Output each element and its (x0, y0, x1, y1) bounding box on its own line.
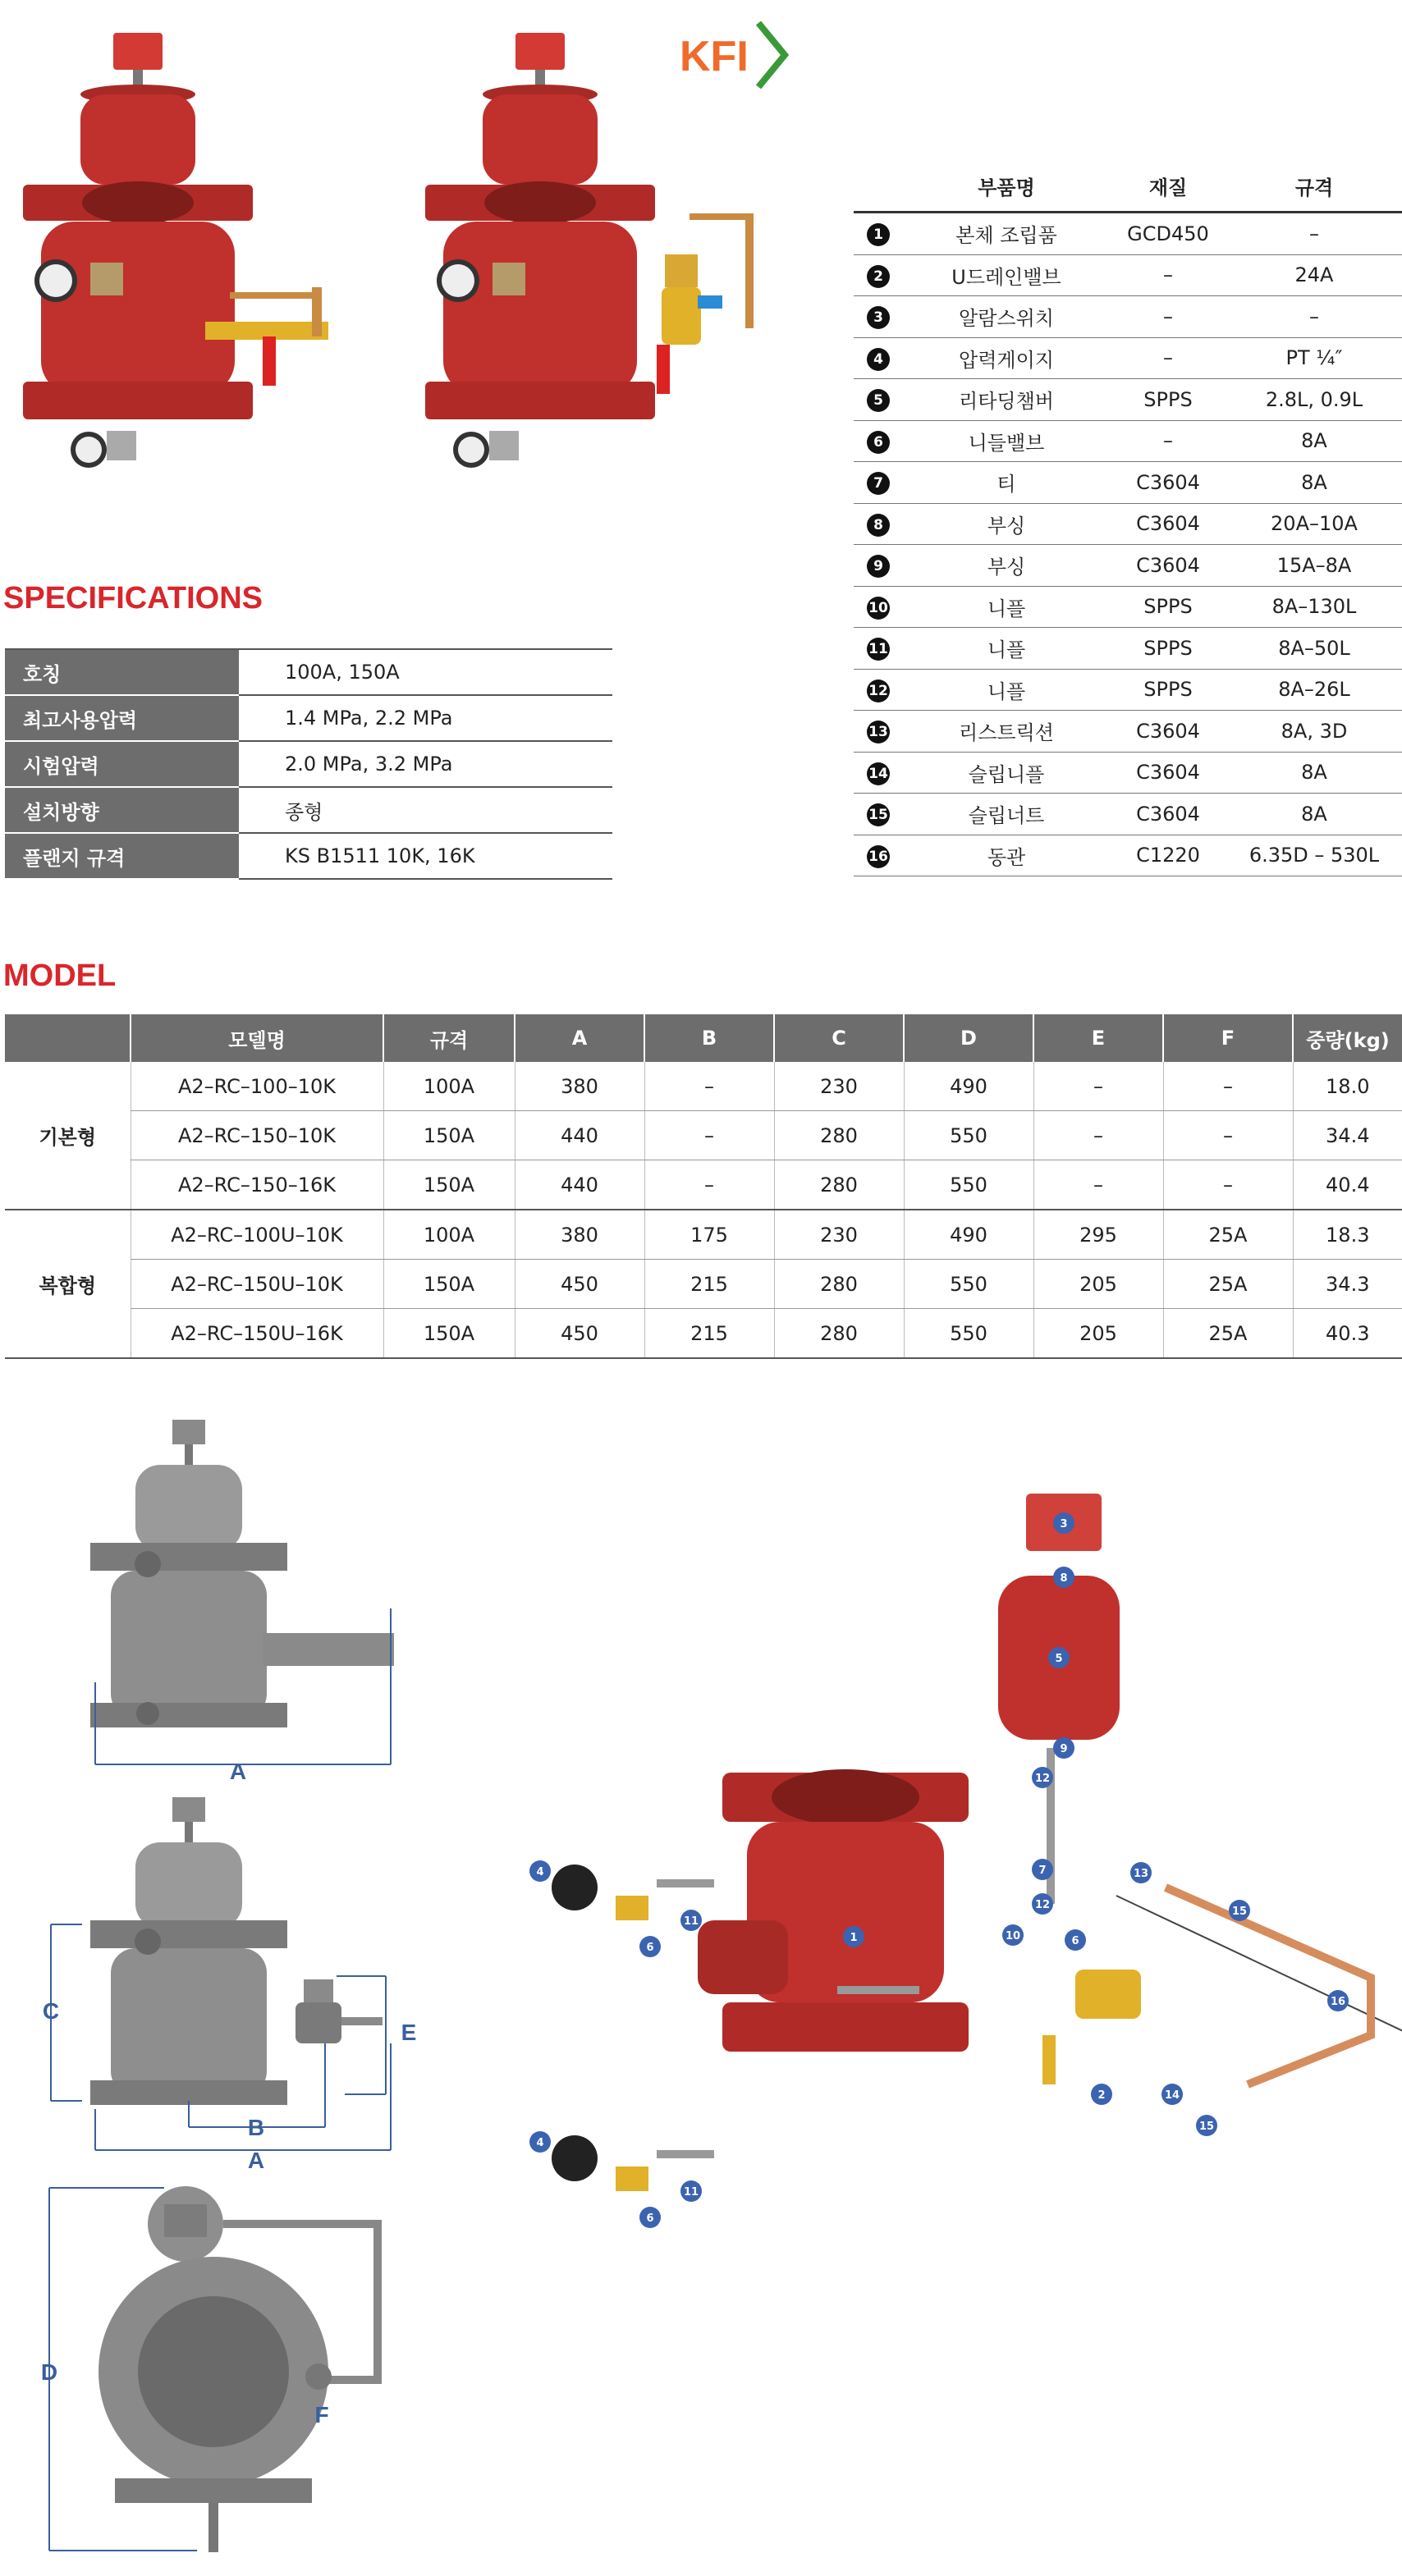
spec-row (5, 649, 612, 695)
parts-table (854, 160, 1402, 876)
dim-label-a-1: A (229, 1759, 247, 1781)
part-name: 티 (997, 473, 1016, 496)
part-spec: 8A (1301, 802, 1327, 826)
model-header: 모델명 (131, 1014, 383, 1062)
part-spec: 8A (1301, 470, 1327, 494)
part-material: GCD450 (1127, 222, 1209, 245)
model-cell: – (644, 1111, 774, 1160)
spec-label: 설치방향 (5, 787, 239, 833)
part-material-cell (1110, 545, 1226, 587)
model-row (5, 1260, 1402, 1309)
dimension-drawing-combined (33, 1789, 460, 2178)
part-material-cell (1110, 752, 1226, 794)
part-name-cell (903, 379, 1110, 421)
part-number: 1 (867, 223, 890, 246)
model-cell: 175 (644, 1210, 774, 1260)
part-name: 동관 (987, 845, 1026, 869)
part-name: 본체 조립품 (955, 224, 1057, 248)
part-spec-cell (1226, 503, 1402, 545)
spec-row (5, 695, 612, 741)
kfi-logo (676, 18, 791, 92)
part-material-cell (1110, 254, 1226, 296)
model-cell: A2–RC–100–10K (131, 1062, 383, 1111)
model-cell: 230 (774, 1210, 904, 1260)
dim-label-d: D (40, 2359, 58, 2385)
part-name-cell (903, 835, 1110, 876)
model-cell: – (1033, 1062, 1163, 1111)
dim-label-c: C (42, 1998, 60, 2024)
part-spec-cell (1226, 296, 1402, 338)
model-cell: – (1163, 1062, 1293, 1111)
part-number-cell (854, 835, 903, 876)
callout-badge (1032, 1767, 1053, 1788)
callout-badge (1091, 2084, 1112, 2105)
part-number-cell (854, 462, 903, 504)
part-name-cell (903, 254, 1110, 296)
model-cell: – (1163, 1160, 1293, 1210)
part-number: 5 (867, 389, 890, 412)
part-material-cell (1110, 213, 1226, 255)
parts-header-spec: 규격 (1226, 160, 1402, 213)
spec-row (5, 833, 612, 879)
dim-label-b: B (247, 2115, 265, 2140)
model-title: MODEL (3, 959, 117, 993)
callout-number: 11 (683, 1915, 699, 1928)
part-spec-cell (1226, 545, 1402, 587)
model-cell: A2–RC–100U–10K (131, 1210, 383, 1260)
part-name-cell (903, 337, 1110, 379)
part-name: 슬립니플 (968, 762, 1045, 786)
parts-row (854, 794, 1402, 835)
callout-number: 12 (1034, 1899, 1051, 1911)
model-cell: 34.4 (1293, 1111, 1402, 1160)
spec-value: 종형 (239, 787, 612, 833)
callout-badge (1002, 1924, 1024, 1946)
parts-row (854, 296, 1402, 338)
parts-row (854, 752, 1402, 794)
spec-value: KS B1511 10K, 16K (239, 833, 612, 879)
part-name-cell (903, 628, 1110, 670)
callout-number: 1 (850, 1932, 858, 1944)
part-spec: 20A–10A (1271, 512, 1358, 536)
model-header (5, 1014, 131, 1062)
part-number: 13 (867, 721, 890, 744)
part-material: SPPS (1143, 636, 1193, 660)
part-material: C1220 (1136, 844, 1200, 867)
part-spec-cell (1226, 752, 1402, 794)
part-number: 15 (867, 803, 890, 826)
callout-badge (529, 2131, 551, 2153)
part-material-cell (1110, 586, 1226, 628)
callout-badge (1196, 2115, 1217, 2136)
model-cell: 100A (383, 1210, 515, 1260)
model-cell: 25A (1163, 1210, 1293, 1260)
part-spec-cell (1226, 628, 1402, 670)
callout-badge (1053, 1737, 1074, 1759)
part-name-cell (903, 420, 1110, 462)
callout-badge (843, 1926, 864, 1947)
callout-number: 12 (1034, 1773, 1051, 1785)
parts-row (854, 254, 1402, 296)
part-number: 8 (867, 514, 890, 537)
callout-badge (1053, 1512, 1074, 1534)
part-spec: 15A–8A (1276, 553, 1352, 577)
part-material: – (1163, 304, 1173, 328)
model-cell: 150A (383, 1260, 515, 1309)
part-name-cell (903, 503, 1110, 545)
callout-badge (639, 2207, 661, 2228)
dim-label-f: F (314, 2402, 329, 2427)
parts-row (854, 545, 1402, 587)
model-cell: 280 (774, 1260, 904, 1309)
callout-number: 6 (646, 2212, 654, 2225)
model-cell: 150A (383, 1111, 515, 1160)
callout-number: 3 (1060, 1518, 1068, 1531)
model-cell: 490 (904, 1062, 1033, 1111)
part-number-cell (854, 586, 903, 628)
part-spec: 8A (1301, 761, 1327, 785)
part-number: 12 (867, 679, 890, 702)
model-cell: A2–RC–150U–10K (131, 1260, 383, 1309)
model-cell: 550 (904, 1160, 1033, 1210)
callout-badge (1032, 1859, 1053, 1880)
model-cell: 440 (515, 1111, 644, 1160)
callout-number: 4 (536, 1866, 544, 1878)
part-number-cell (854, 503, 903, 545)
part-material-cell (1110, 420, 1226, 462)
part-number: 10 (867, 597, 890, 620)
model-cell: 380 (515, 1210, 644, 1260)
spec-value: 2.0 MPa, 3.2 MPa (239, 741, 612, 787)
model-header: C (774, 1014, 904, 1062)
model-cell: 215 (644, 1260, 774, 1309)
part-spec-cell (1226, 835, 1402, 876)
model-header: B (644, 1014, 774, 1062)
part-name-cell (903, 296, 1110, 338)
spec-row (5, 787, 612, 833)
part-spec-cell (1226, 711, 1402, 753)
model-cell: 550 (904, 1111, 1033, 1160)
model-group-label: 복합형 (5, 1210, 131, 1358)
callout-badge (1327, 1990, 1349, 2011)
part-spec: 24A (1294, 263, 1334, 287)
model-cell: 205 (1033, 1260, 1163, 1309)
callout-number: 15 (1198, 2121, 1215, 2133)
part-number-cell (854, 337, 903, 379)
part-material-cell (1110, 337, 1226, 379)
part-number: 4 (867, 348, 890, 371)
part-material: C3604 (1136, 761, 1200, 785)
callout-number: 14 (1164, 2089, 1180, 2102)
part-material-cell (1110, 503, 1226, 545)
model-header: E (1033, 1014, 1163, 1062)
model-cell: – (644, 1062, 774, 1111)
callout-number: 5 (1055, 1653, 1063, 1665)
parts-row (854, 711, 1402, 753)
part-number: 3 (867, 306, 890, 329)
model-header: 중량(kg) (1293, 1014, 1402, 1062)
callout-badge (639, 1936, 661, 1957)
model-cell: 34.3 (1293, 1260, 1402, 1309)
specifications-title: SPECIFICATIONS (3, 581, 263, 615)
part-number-cell (854, 254, 903, 296)
model-cell: A2–RC–150U–16K (131, 1309, 383, 1359)
part-name: 니플 (987, 597, 1026, 620)
part-name: 니플 (987, 679, 1026, 703)
callout-number: 10 (1005, 1930, 1021, 1942)
part-name-cell (903, 586, 1110, 628)
part-name-cell (903, 669, 1110, 711)
part-name: 니플 (987, 638, 1026, 662)
spec-value: 100A, 150A (239, 649, 612, 695)
part-material-cell (1110, 835, 1226, 876)
part-name-cell (903, 711, 1110, 753)
model-row (5, 1210, 1402, 1260)
parts-row (854, 503, 1402, 545)
callout-badge (680, 2180, 702, 2202)
model-row (5, 1062, 1402, 1111)
parts-row (854, 379, 1402, 421)
model-cell: 150A (383, 1309, 515, 1359)
part-spec: – (1309, 304, 1319, 328)
callout-number: 4 (536, 2137, 544, 2149)
part-number-cell (854, 213, 903, 255)
parts-row (854, 835, 1402, 876)
parts-row (854, 586, 1402, 628)
model-cell: 280 (774, 1309, 904, 1359)
callout-number: 15 (1231, 1906, 1248, 1918)
dim-label-e: E (401, 2020, 417, 2045)
callout-number: 9 (1060, 1743, 1068, 1755)
parts-header-material: 재질 (1110, 160, 1226, 213)
part-spec-cell (1226, 420, 1402, 462)
model-cell: 440 (515, 1160, 644, 1210)
part-material: C3604 (1136, 719, 1200, 743)
parts-row (854, 337, 1402, 379)
model-cell: 40.4 (1293, 1160, 1402, 1210)
part-spec: 8A (1301, 429, 1327, 453)
part-number-cell (854, 669, 903, 711)
part-spec-cell (1226, 462, 1402, 504)
part-material: SPPS (1143, 678, 1193, 702)
parts-row (854, 213, 1402, 255)
part-spec: 6.35D – 530L (1249, 844, 1380, 867)
dim-label-a-2: A (247, 2148, 265, 2173)
part-spec: 2.8L, 0.9L (1265, 387, 1363, 411)
parts-header-no (854, 160, 903, 213)
spec-label: 최고사용압력 (5, 695, 239, 741)
callout-number: 8 (1060, 1572, 1068, 1585)
part-spec-cell (1226, 794, 1402, 835)
part-number: 14 (867, 762, 890, 785)
part-number-cell (854, 794, 903, 835)
part-name: U드레인밸브 (951, 265, 1061, 289)
part-number: 9 (867, 555, 890, 578)
model-cell: 230 (774, 1062, 904, 1111)
part-number: 16 (867, 845, 890, 868)
svg-text:KFI: KFI (680, 33, 749, 80)
part-material-cell (1110, 628, 1226, 670)
part-spec-cell (1226, 669, 1402, 711)
model-cell: 205 (1033, 1309, 1163, 1359)
callout-number: 2 (1097, 2089, 1106, 2102)
model-cell: 25A (1163, 1260, 1293, 1309)
callout-badge (1053, 1567, 1074, 1588)
part-name: 알람스위치 (959, 307, 1054, 331)
callout-badge (1032, 1893, 1053, 1915)
dimension-drawing-basic (33, 1412, 410, 1784)
part-spec: – (1309, 222, 1319, 245)
specifications-table (5, 648, 612, 880)
model-cell: – (1163, 1111, 1293, 1160)
part-number-cell (854, 628, 903, 670)
spec-value: 1.4 MPa, 2.2 MPa (239, 695, 612, 741)
model-cell: 25A (1163, 1309, 1293, 1359)
callout-number: 6 (646, 1942, 654, 1954)
part-name: 부싱 (987, 514, 1026, 538)
callout-badge (1229, 1900, 1250, 1921)
part-spec-cell (1226, 337, 1402, 379)
callout-number: 16 (1330, 1996, 1346, 2008)
model-cell: 550 (904, 1260, 1033, 1309)
model-cell: – (1033, 1111, 1163, 1160)
callout-badge (1130, 1862, 1152, 1883)
model-cell: A2–RC–150–16K (131, 1160, 383, 1210)
model-cell: 295 (1033, 1210, 1163, 1260)
part-material: C3604 (1136, 470, 1200, 494)
parts-row (854, 462, 1402, 504)
model-header: A (515, 1014, 644, 1062)
part-name-cell (903, 545, 1110, 587)
callout-number: 13 (1133, 1868, 1149, 1880)
part-number: 6 (867, 431, 890, 454)
part-material: C3604 (1136, 553, 1200, 577)
part-material-cell (1110, 669, 1226, 711)
part-number: 2 (867, 265, 890, 288)
part-material: C3604 (1136, 512, 1200, 536)
model-cell: 550 (904, 1309, 1033, 1359)
spec-label: 플랜지 규격 (5, 833, 239, 879)
part-material: SPPS (1143, 595, 1193, 619)
callout-badge (680, 1910, 702, 1931)
callout-badge (1161, 2084, 1183, 2105)
parts-row (854, 420, 1402, 462)
callout-badge (1048, 1647, 1070, 1668)
model-group-label: 기본형 (5, 1062, 131, 1210)
model-cell: – (644, 1160, 774, 1210)
model-cell: 280 (774, 1111, 904, 1160)
model-cell: 215 (644, 1309, 774, 1359)
model-cell: – (1033, 1160, 1163, 1210)
model-row (5, 1309, 1402, 1359)
part-material-cell (1110, 462, 1226, 504)
part-spec: 8A, 3D (1281, 719, 1348, 743)
part-number: 7 (867, 472, 890, 495)
part-spec: 8A–50L (1278, 636, 1350, 660)
model-header: F (1163, 1014, 1293, 1062)
product-image-basic (16, 16, 378, 484)
part-spec-cell (1226, 586, 1402, 628)
part-name-cell (903, 462, 1110, 504)
model-header: D (904, 1014, 1033, 1062)
dimension-drawing-front (33, 2175, 410, 2572)
model-cell: 150A (383, 1160, 515, 1210)
part-number-cell (854, 420, 903, 462)
part-material-cell (1110, 711, 1226, 753)
spec-row (5, 741, 612, 787)
model-cell: A2–RC–150–10K (131, 1111, 383, 1160)
callout-number: 7 (1038, 1865, 1047, 1877)
part-name: 리타딩챔버 (959, 390, 1054, 414)
part-name: 슬립너트 (968, 804, 1045, 828)
model-cell: 18.0 (1293, 1062, 1402, 1111)
callout-badge (529, 1860, 551, 1882)
part-material: – (1163, 263, 1173, 287)
part-spec-cell (1226, 213, 1402, 255)
part-number-cell (854, 545, 903, 587)
model-table (5, 1014, 1402, 1359)
part-material-cell (1110, 379, 1226, 421)
parts-row (854, 669, 1402, 711)
parts-row (854, 628, 1402, 670)
part-material-cell (1110, 794, 1226, 835)
part-material: – (1163, 429, 1173, 453)
callout-number: 11 (683, 2186, 699, 2199)
part-name: 부싱 (987, 556, 1026, 579)
model-cell: 18.3 (1293, 1210, 1402, 1260)
model-cell: 100A (383, 1062, 515, 1111)
part-material-cell (1110, 296, 1226, 338)
model-cell: 280 (774, 1160, 904, 1210)
model-header: 규격 (383, 1014, 515, 1062)
part-name-cell (903, 752, 1110, 794)
part-name: 리스트릭션 (959, 721, 1054, 745)
part-number: 11 (867, 638, 890, 661)
kfi-logo-mark (676, 18, 791, 92)
callout-number: 6 (1071, 1935, 1079, 1947)
model-cell: 490 (904, 1210, 1033, 1260)
part-name-cell (903, 213, 1110, 255)
part-material: – (1163, 346, 1173, 370)
part-number-cell (854, 711, 903, 753)
model-cell: 380 (515, 1062, 644, 1111)
part-number-cell (854, 752, 903, 794)
model-cell: 450 (515, 1260, 644, 1309)
part-spec: 8A–130L (1271, 595, 1357, 619)
model-cell: 40.3 (1293, 1309, 1402, 1359)
parts-header-name: 부품명 (903, 160, 1110, 213)
part-name: 니들밸브 (968, 431, 1045, 455)
spec-label: 호칭 (5, 649, 239, 695)
part-spec: 8A–26L (1278, 678, 1350, 702)
part-name: 압력게이지 (959, 348, 1054, 372)
model-cell: 450 (515, 1309, 644, 1359)
part-name-cell (903, 794, 1110, 835)
part-spec: PT ¼″ (1285, 346, 1343, 370)
spec-label: 시험압력 (5, 741, 239, 787)
part-spec-cell (1226, 254, 1402, 296)
part-material: C3604 (1136, 802, 1200, 826)
model-row (5, 1111, 1402, 1160)
part-material: SPPS (1143, 387, 1193, 411)
part-spec-cell (1226, 379, 1402, 421)
callout-badges (509, 1461, 1402, 2331)
part-number-cell (854, 379, 903, 421)
model-row (5, 1160, 1402, 1210)
part-number-cell (854, 296, 903, 338)
callout-badge (1065, 1929, 1086, 1951)
